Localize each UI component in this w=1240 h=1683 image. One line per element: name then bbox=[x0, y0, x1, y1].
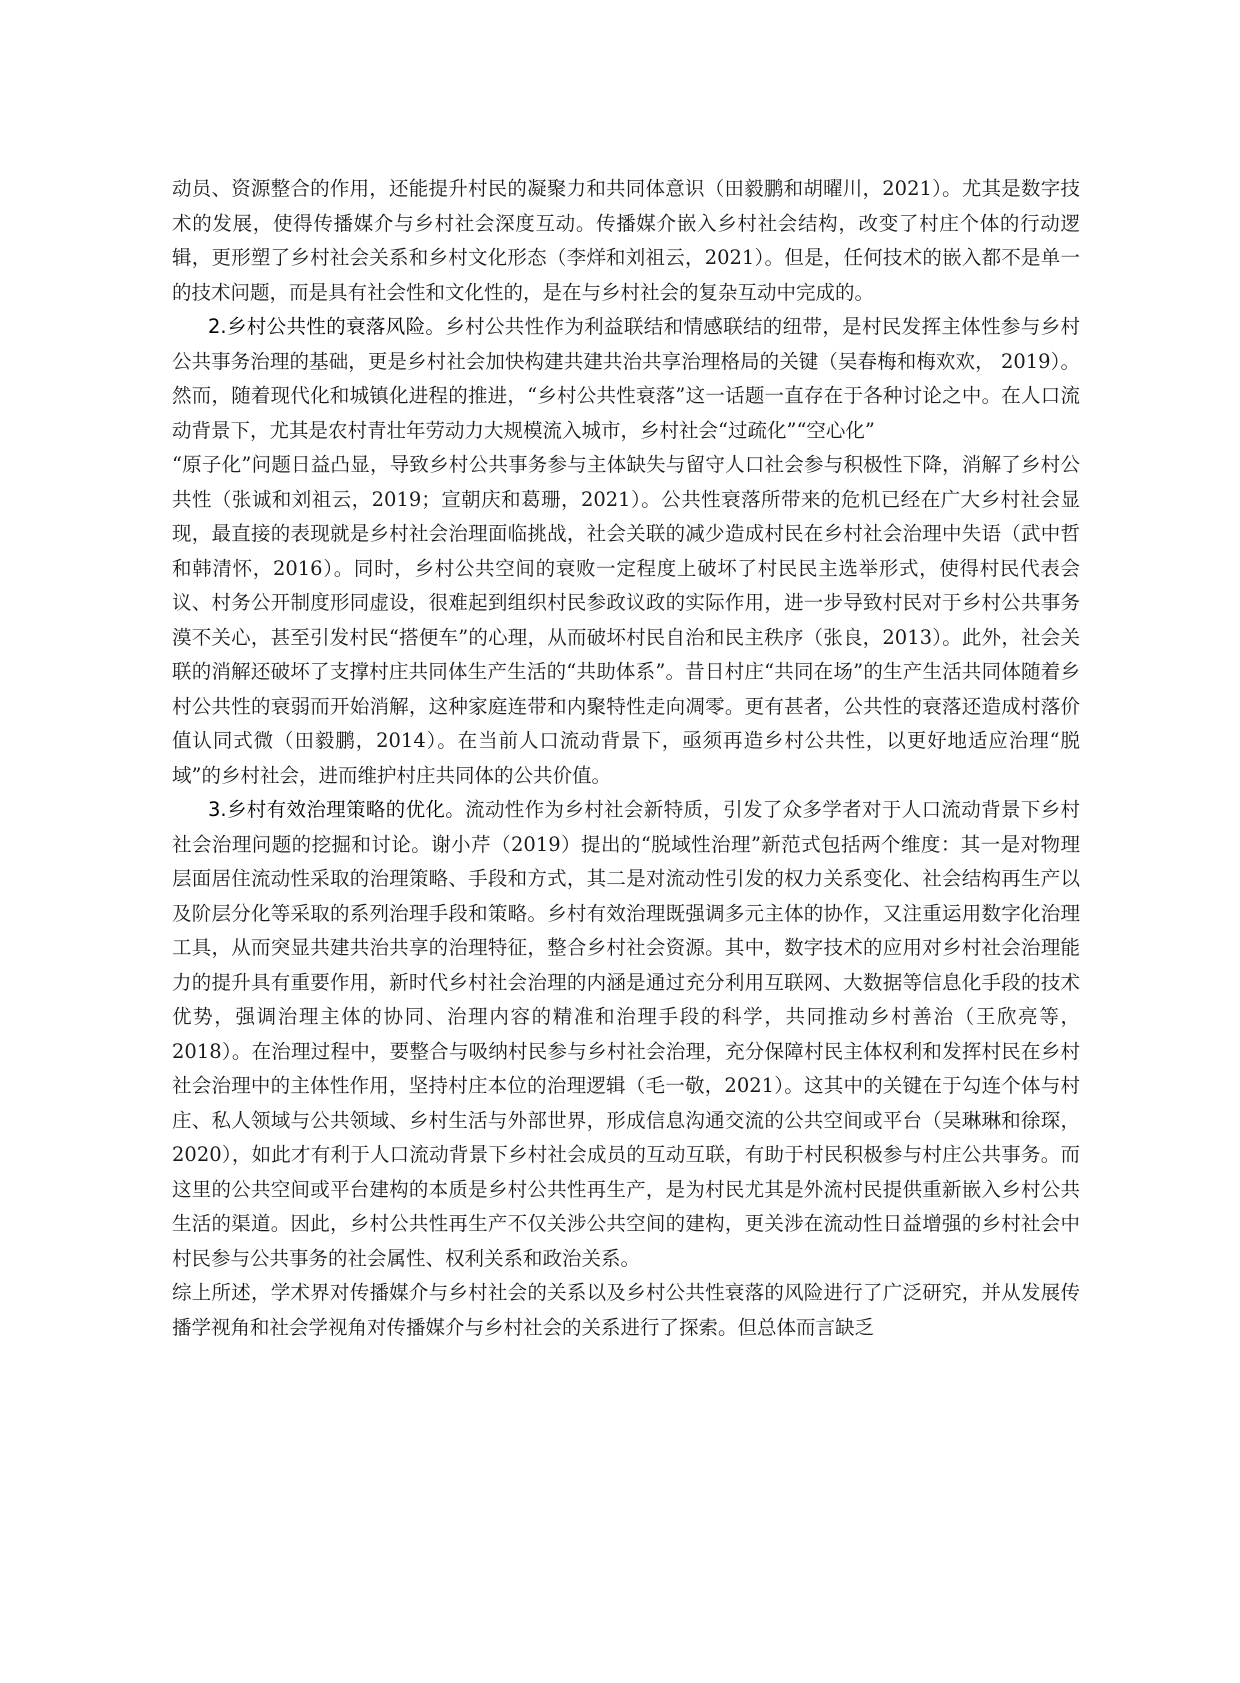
paragraph-public-decline bbox=[172, 310, 1080, 448]
document-body bbox=[172, 172, 1080, 1345]
paragraph-text: 流动性作为乡村社会新特质，引发了众多学者对于人口流动背景下乡村社会治理问题的挖掘和讨论。谢小芹（2019）提出的“脱域性治理”新范式包括两个维度：其一是对物理层面居住流动性采取的治理策略、手段和方式，其二是对流动性引发的权力关系变化、社会结构再生产以及阶层分化等采取的系列治理手段和策略。乡村有效治理既强调多元主体的协作，又注重运用数字化治理工具，从而突显共建共治共享的治理特征，整合乡村社会资源。其中，数字技术的应用对乡村社会治理能力的提升具有重要作用，新时代乡村社会治理的内涵是通过充分利用互联网、大数据等信息化手段的技术优势，强调治理主体的协同、治理内容的精准和治理手段的科学，共同推动乡村善治（王欣亮等，2018）。在治理过程中，要整合与吸纳村民参与乡村社会治理，充分保障村民主体权利和发挥村民在乡村社会治理中的主体性作用，坚持村庄本位的治理逻辑（毛一敬，2021）。这其中的关键在于勾连个体与村庄、私人领域与公共领域、乡村生活与外部世界，形成信息沟通交流的公共空间或平台（吴琳琳和徐琛，2020），如此才有利于人口流动背景下乡村社会成员的互动互联，有助于村民积极参与村庄公共事务。而这里的公共空间或平台建构的本质是乡村公共性再生产，是为村民尤其是外流村民提供重新嵌入乡村公共生活的渠道。因此，乡村公共性再生产不仅关涉公共空间的建构，更关涉在流动性日益增强的乡村社会中村民参与公共事务的社会属性、权利关系和政治关系。 bbox=[172, 798, 1080, 1270]
paragraph-continuation: 动员、资源整合的作用，还能提升村民的凝聚力和共同体意识（田毅鹏和胡曜川，2021）。尤其是数字技术的发展，使得传播媒介与乡村社会深度互动。传播媒介嵌入乡村社会结构，改变了村庄个体的行动逻辑，更形塑了乡村社会关系和乡村文化形态（李烊和刘祖云，2021）。但是，任何技术的嵌入都不是单一的技术问题，而是具有社会性和文化性的，是在与乡村社会的复杂互动中完成的。 bbox=[172, 177, 1080, 304]
paragraph-summary: 综上所述，学术界对传播媒介与乡村社会的关系以及乡村公共性衰落的风险进行了广泛研究，并从发展传播学视角和社会学视角对传播媒介与乡村社会的关系进行了探索。但总体而言缺乏 bbox=[172, 1281, 1080, 1339]
section-heading-3: 3.乡村有效治理策略的优化。 bbox=[208, 798, 466, 821]
paragraph-text: 乡村公共性作为利益联结和情感联结的纽带，是村民发挥主体性参与乡村公共事务治理的基础，更是乡村社会加快构建共建共治共享治理格局的关键（吴春梅和梅欢欢， 2019）。然而，随着现代化和城镇化进程的推进，“乡村公共性衰落”这一话题一直存在于各种讨论之中。在人口流动背景下，尤其是农村青壮年劳动力大规模流入城市，乡村社会“过疏化”“空心化” bbox=[172, 315, 1080, 442]
section-heading-2: 2.乡村公共性的衰落风险。 bbox=[208, 315, 446, 338]
paragraph-governance bbox=[172, 793, 1080, 1276]
paragraph-public-decline-cont: “原子化”问题日益凸显，导致乡村公共事务参与主体缺失与留守人口社会参与积极性下降，消解了乡村公共性（张诚和刘祖云，2019；宣朝庆和葛珊，2021）。公共性衰落所带来的危机已经在广大乡村社会显现，最直接的表现就是乡村社会治理面临挑战，社会关联的减少造成村民在乡村社会治理中失语（武中哲和韩清怀，2016）。同时，乡村公共空间的衰败一定程度上破坏了村民民主选举形式，使得村民代表会议、村务公开制度形同虚设，很难起到组织村民参政议政的实际作用，进一步导致村民对于乡村公共事务漠不关心，甚至引发村民“搭便车”的心理，从而破坏村民自治和民主秩序（张良，2013）。此外，社会关联的消解还破坏了支撑村庄共同体生产生活的“共助体系”。昔日村庄“共同在场”的生产生活共同体随着乡村公共性的衰弱而开始消解，这种家庭连带和内聚特性走向凋零。更有甚者，公共性的衰落还造成村落价值认同式微（田毅鹏，2014）。在当前人口流动背景下，亟须再造乡村公共性，以更好地适应治理“脱域”的乡村社会，进而维护村庄共同体的公共价值。 bbox=[172, 453, 1080, 787]
